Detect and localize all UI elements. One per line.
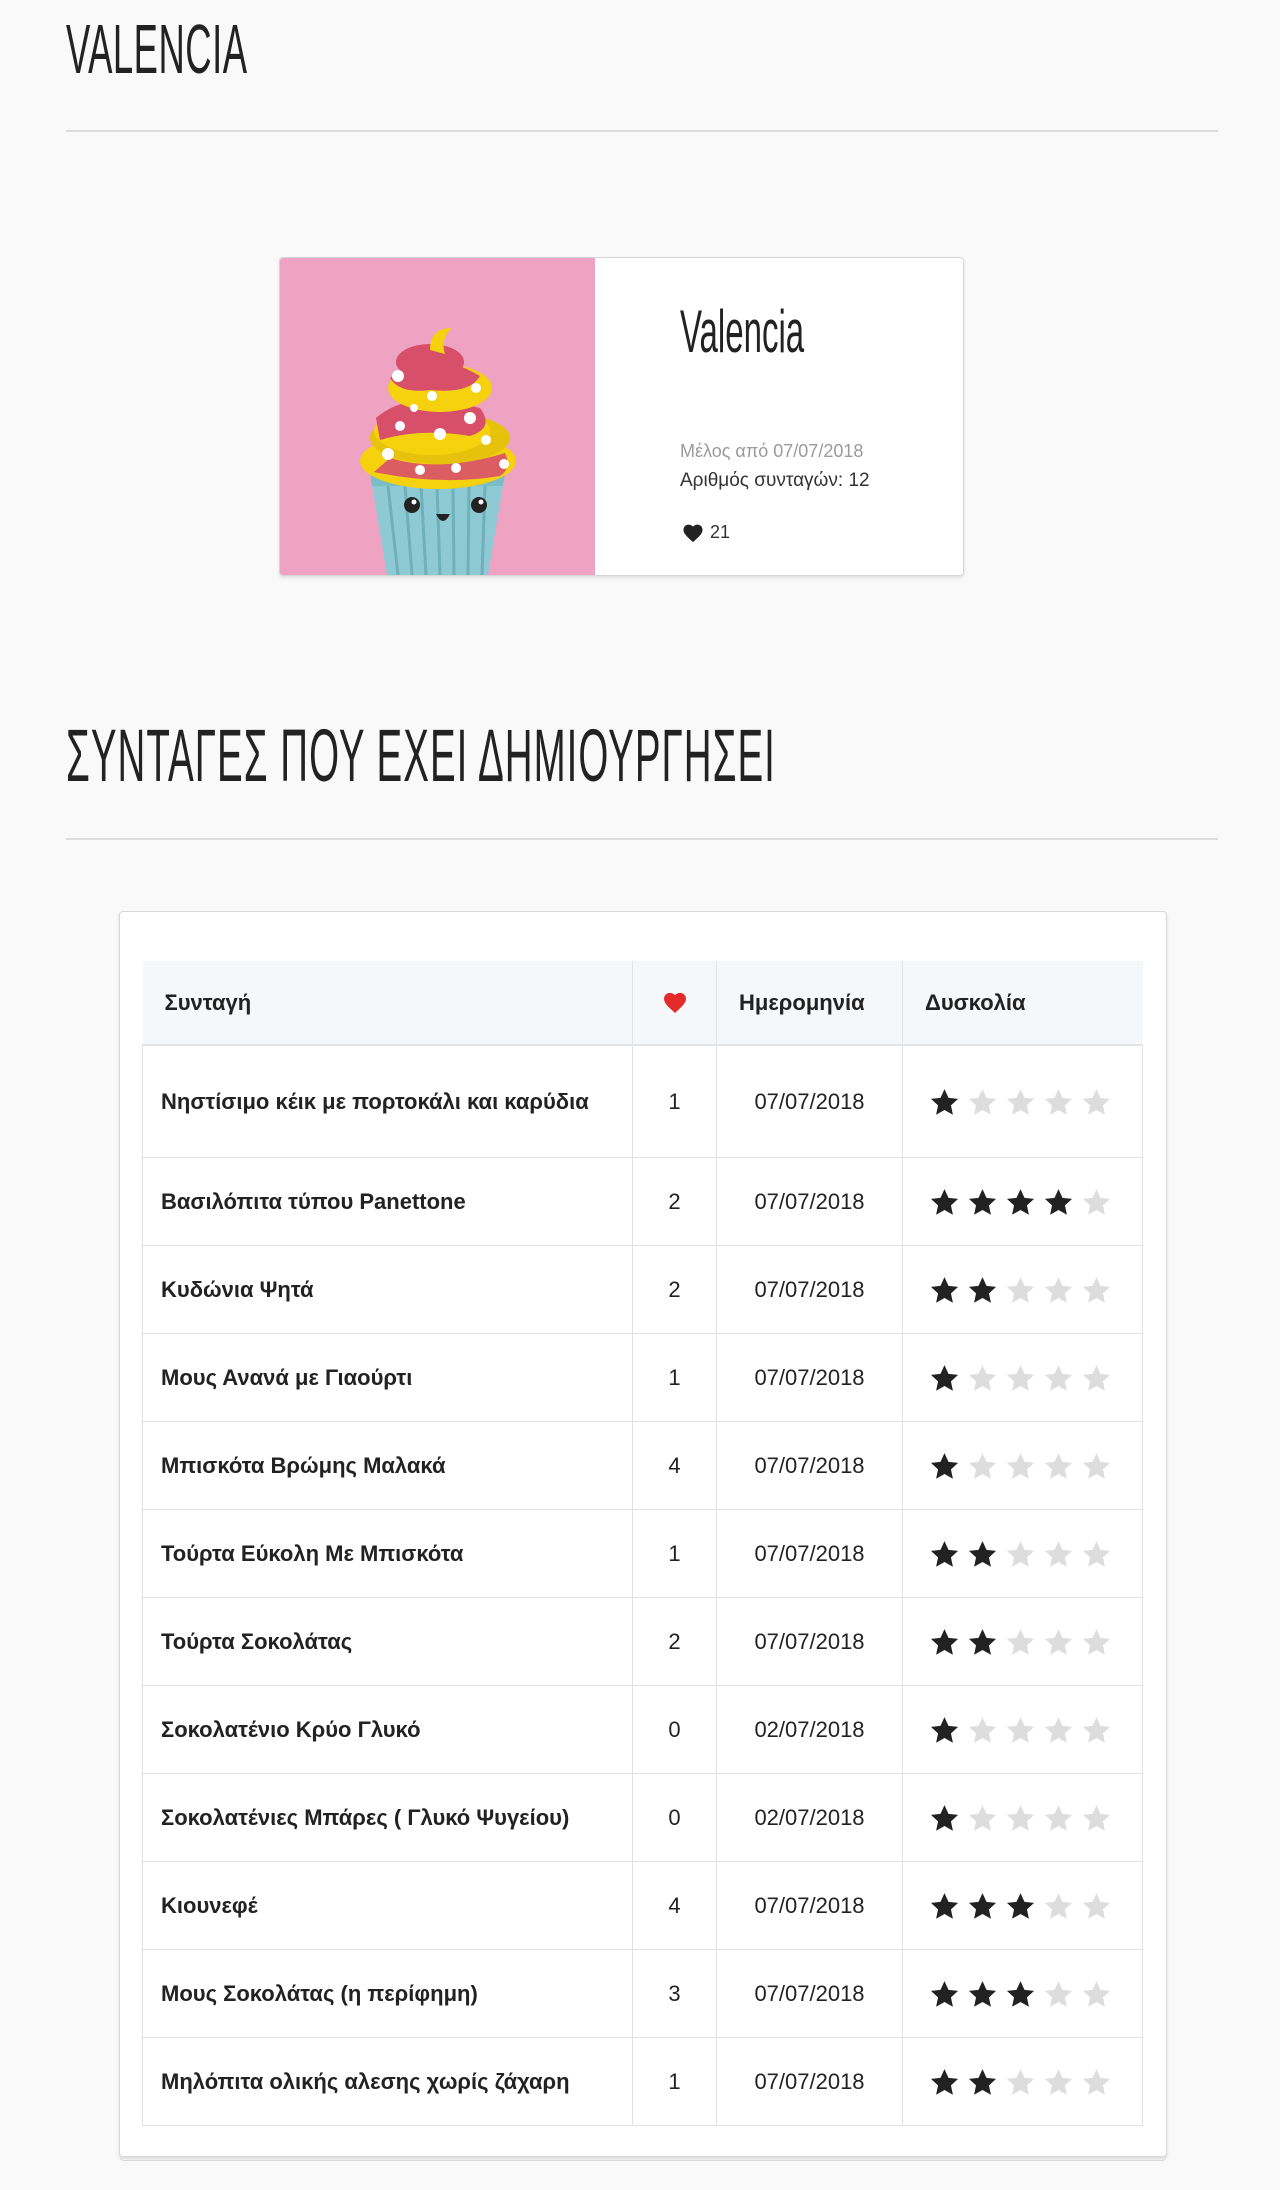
star-empty-icon [1043, 1275, 1074, 1305]
star-empty-icon [1081, 1275, 1112, 1305]
star-empty-icon [1005, 1803, 1036, 1833]
recipe-date: 07/07/2018 [717, 1158, 903, 1246]
column-header-difficulty[interactable]: Δυσκολία [903, 961, 1143, 1045]
recipe-name-link[interactable]: Μους Σοκολάτας (η περίφημη) [143, 1950, 633, 2038]
star-empty-icon [1043, 1539, 1074, 1569]
star-empty-icon [967, 1803, 998, 1833]
recipes-card [119, 911, 1167, 2157]
cupcake-icon [280, 258, 595, 575]
table-row[interactable] [143, 1862, 1143, 1950]
avatar [280, 258, 595, 575]
star-filled-icon [967, 1187, 998, 1217]
star-empty-icon [1043, 1803, 1074, 1833]
recipes-divider [66, 838, 1218, 840]
heart-icon [682, 523, 704, 543]
recipe-likes: 2 [633, 1246, 717, 1334]
column-header-recipe[interactable]: Συνταγή [143, 961, 633, 1045]
recipe-name-link[interactable]: Τούρτα Σοκολάτας [143, 1598, 633, 1686]
star-empty-icon [1043, 1451, 1074, 1481]
table-row[interactable] [143, 1598, 1143, 1686]
star-empty-icon [967, 1715, 998, 1745]
table-row[interactable] [143, 2038, 1143, 2126]
recipe-likes: 1 [633, 2038, 717, 2126]
table-row[interactable] [143, 1158, 1143, 1246]
page-title: VALENCIA [66, 10, 248, 88]
star-empty-icon [1005, 1627, 1036, 1657]
star-empty-icon [1081, 1715, 1112, 1745]
star-empty-icon [1081, 1087, 1112, 1117]
star-empty-icon [1081, 1539, 1112, 1569]
profile-likes [682, 522, 730, 543]
recipe-name-link[interactable]: Μηλόπιτα ολικής αλεσης χωρίς ζάχαρη [143, 2038, 633, 2126]
difficulty-rating [903, 1158, 1143, 1246]
table-header-row [143, 961, 1143, 1045]
star-filled-icon [1005, 1187, 1036, 1217]
difficulty-rating [903, 1510, 1143, 1598]
title-divider [66, 130, 1218, 132]
star-filled-icon [929, 1891, 960, 1921]
column-header-likes[interactable] [633, 961, 717, 1045]
recipe-likes: 1 [633, 1510, 717, 1598]
star-empty-icon [1081, 1451, 1112, 1481]
difficulty-rating [903, 1950, 1143, 2038]
recipe-likes: 4 [633, 1862, 717, 1950]
star-empty-icon [1005, 2067, 1036, 2097]
column-header-date[interactable]: Ημερομηνία [717, 961, 903, 1045]
profile-card [279, 257, 964, 576]
star-empty-icon [1005, 1275, 1036, 1305]
recipe-name-link[interactable]: Νηστίσιμο κέικ με πορτοκάλι και καρύδια [143, 1045, 633, 1158]
star-empty-icon [1081, 1363, 1112, 1393]
star-filled-icon [929, 1627, 960, 1657]
star-filled-icon [967, 2067, 998, 2097]
star-filled-icon [967, 1891, 998, 1921]
star-empty-icon [1043, 1891, 1074, 1921]
star-empty-icon [1081, 1627, 1112, 1657]
star-empty-icon [1043, 1715, 1074, 1745]
recipe-likes: 3 [633, 1950, 717, 2038]
difficulty-rating [903, 1246, 1143, 1334]
star-empty-icon [1043, 1087, 1074, 1117]
recipe-name-link[interactable]: Μους Ανανά με Γιαούρτι [143, 1334, 633, 1422]
star-empty-icon [1043, 1627, 1074, 1657]
recipe-date: 07/07/2018 [717, 1598, 903, 1686]
difficulty-rating [903, 1774, 1143, 1862]
star-empty-icon [1081, 2067, 1112, 2097]
table-row[interactable] [143, 1510, 1143, 1598]
star-filled-icon [1005, 1891, 1036, 1921]
star-filled-icon [929, 1363, 960, 1393]
recipe-date: 07/07/2018 [717, 1334, 903, 1422]
star-filled-icon [967, 1979, 998, 2009]
recipe-likes: 2 [633, 1158, 717, 1246]
star-filled-icon [929, 1715, 960, 1745]
star-filled-icon [967, 1627, 998, 1657]
star-empty-icon [967, 1451, 998, 1481]
recipe-likes: 0 [633, 1686, 717, 1774]
recipe-date: 02/07/2018 [717, 1686, 903, 1774]
recipe-date: 07/07/2018 [717, 1045, 903, 1158]
star-filled-icon [929, 1187, 960, 1217]
recipe-date: 07/07/2018 [717, 1510, 903, 1598]
table-row[interactable] [143, 1045, 1143, 1158]
recipe-name-link[interactable]: Σοκολατένιο Κρύο Γλυκό [143, 1686, 633, 1774]
difficulty-rating [903, 1422, 1143, 1510]
star-filled-icon [967, 1275, 998, 1305]
star-filled-icon [929, 1803, 960, 1833]
star-filled-icon [967, 1539, 998, 1569]
star-empty-icon [1081, 1891, 1112, 1921]
star-filled-icon [929, 1275, 960, 1305]
recipe-likes: 0 [633, 1774, 717, 1862]
recipes-table [142, 961, 1143, 2126]
difficulty-rating [903, 1686, 1143, 1774]
star-filled-icon [1005, 1979, 1036, 2009]
star-empty-icon [967, 1087, 998, 1117]
table-row[interactable] [143, 1334, 1143, 1422]
star-empty-icon [1005, 1451, 1036, 1481]
difficulty-rating [903, 1334, 1143, 1422]
recipe-likes: 1 [633, 1045, 717, 1158]
recipe-date: 07/07/2018 [717, 2038, 903, 2126]
table-row[interactable] [143, 1422, 1143, 1510]
recipe-date: 07/07/2018 [717, 1950, 903, 2038]
recipe-count: Αριθμός συνταγών: 12 [680, 470, 870, 491]
recipe-date: 02/07/2018 [717, 1774, 903, 1862]
star-empty-icon [967, 1363, 998, 1393]
recipe-likes: 4 [633, 1422, 717, 1510]
recipe-name-link[interactable]: Βασιλόπιτα τύπου Panettone [143, 1158, 633, 1246]
star-filled-icon [929, 1539, 960, 1569]
star-empty-icon [1043, 2067, 1074, 2097]
recipe-name-link[interactable]: Σοκολατένιες Μπάρες ( Γλυκό Ψυγείου) [143, 1774, 633, 1862]
star-filled-icon [1043, 1187, 1074, 1217]
star-empty-icon [1081, 1187, 1112, 1217]
star-filled-icon [929, 2067, 960, 2097]
star-empty-icon [1081, 1979, 1112, 2009]
star-filled-icon [929, 1979, 960, 2009]
recipe-name-link[interactable]: Κυδώνια Ψητά [143, 1246, 633, 1334]
difficulty-rating [903, 1598, 1143, 1686]
table-row[interactable] [143, 1774, 1143, 1862]
table-row[interactable] [143, 1950, 1143, 2038]
star-empty-icon [1043, 1363, 1074, 1393]
recipe-likes: 1 [633, 1334, 717, 1422]
star-empty-icon [1005, 1087, 1036, 1117]
star-empty-icon [1081, 1803, 1112, 1833]
recipe-name-link[interactable]: Τούρτα Εύκολη Με Μπισκότα [143, 1510, 633, 1598]
recipes-heading: ΣΥΝΤΑΓΕΣ ΠΟΥ ΕΧΕΙ ΔΗΜΙΟΥΡΓΗΣΕΙ [66, 714, 776, 797]
likes-count: 21 [710, 522, 731, 542]
difficulty-rating [903, 1862, 1143, 1950]
star-empty-icon [1043, 1979, 1074, 2009]
heart-icon [662, 991, 688, 1014]
recipe-date: 07/07/2018 [717, 1246, 903, 1334]
profile-name: Valencia [680, 298, 805, 365]
star-filled-icon [929, 1087, 960, 1117]
star-empty-icon [1005, 1715, 1036, 1745]
table-row[interactable] [143, 1686, 1143, 1774]
recipe-name-link[interactable]: Μπισκότα Βρώμης Μαλακά [143, 1422, 633, 1510]
recipe-date: 07/07/2018 [717, 1862, 903, 1950]
star-filled-icon [929, 1451, 960, 1481]
recipe-date: 07/07/2018 [717, 1422, 903, 1510]
star-empty-icon [1005, 1363, 1036, 1393]
difficulty-rating [903, 1045, 1143, 1158]
recipe-likes: 2 [633, 1598, 717, 1686]
star-empty-icon [1005, 1539, 1036, 1569]
recipe-name-link[interactable]: Κιουνεφέ [143, 1862, 633, 1950]
member-since: Μέλος από 07/07/2018 [680, 441, 864, 461]
table-row[interactable] [143, 1246, 1143, 1334]
difficulty-rating [903, 2038, 1143, 2126]
